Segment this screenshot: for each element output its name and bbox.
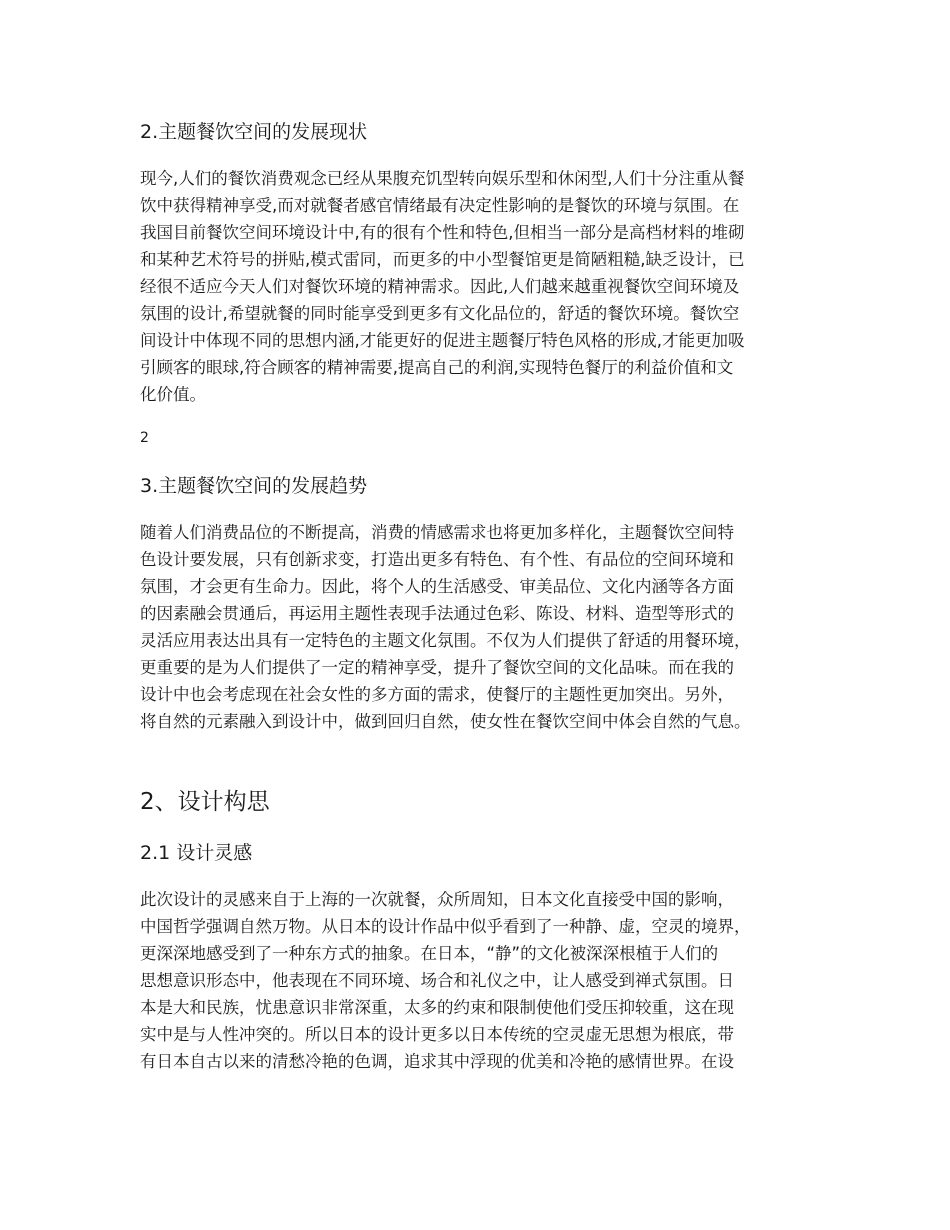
chapter-heading-design-concept: 2、设计构思 — [140, 789, 270, 815]
text-line: 间设计中体现不同的思想内涵,才能更好的促进主题餐厅特色风格的形成,才能更加吸 — [140, 331, 745, 350]
paragraph-design-inspiration — [140, 886, 812, 1075]
text-line: 色设计要发展，只有创新求变，打造出更多有特色、有个性、有品位的空间环境和 — [140, 550, 734, 569]
section-heading-design-inspiration: 2.1 设计灵感 — [140, 842, 253, 864]
text-line: 有日本自古以来的清愁冷艳的色调，追求其中浮现的优美和冷艳的感情世界。在设 — [140, 1052, 734, 1071]
text-line: 随着人们消费品位的不断提高，消费的情感需求也将更加多样化，主题餐饮空间特 — [140, 523, 734, 542]
text-line: 更深深地感受到了一种东方式的抽象。在日本，“静”的文化被深深根植于人们的 — [140, 944, 719, 963]
text-line: 化价值。 — [140, 385, 206, 404]
text-line: 思想意识形态中，他表现在不同环境、场合和礼仪之中，让人感受到禅式氛围。日 — [140, 971, 734, 990]
text-line: 经很不适应今天人们对餐饮环境的精神需求。因此,人们越来越重视餐饮空间环境及 — [140, 277, 740, 296]
section-heading-development-status: 2.主题餐饮空间的发展现状 — [140, 121, 368, 143]
text-line: 和某种艺术符号的拼贴,模式雷同，而更多的中小型餐馆更是简陋粗糙,缺乏设计，已 — [140, 250, 745, 269]
paragraph-development-status — [140, 165, 812, 408]
text-line: 此次设计的灵感来自于上海的一次就餐，众所周知，日本文化直接受中国的影响， — [140, 890, 734, 909]
text-line: 灵活应用表达出具有一定特色的主题文化氛围。不仅为人们提供了舒适的用餐环境， — [140, 631, 751, 650]
text-line: 引顾客的眼球,符合顾客的精神需要,提高自己的利润,实现特色餐厅的利益价值和文 — [140, 358, 734, 377]
text-line: 氛围的设计,希望就餐的同时能享受到更多有文化品位的，舒适的餐饮环境。餐饮空 — [140, 304, 740, 323]
text-line: 设计中也会考虑现在社会女性的多方面的需求，使餐厅的主题性更加突出。另外， — [140, 685, 734, 704]
text-line: 更重要的是为人们提供了一定的精神享受，提升了餐饮空间的文化品味。而在我的 — [140, 658, 734, 677]
text-line: 实中是与人性冲突的。所以日本的设计更多以日本传统的空灵虚无思想为根底，带 — [140, 1025, 734, 1044]
text-line: 我国目前餐饮空间环境设计中,有的很有个性和特色,但相当一部分是高档材料的堆砌 — [140, 223, 745, 242]
text-line: 氛围，才会更有生命力。因此，将个人的生活感受、审美品位、文化内涵等各方面 — [140, 577, 734, 596]
text-line: 中国哲学强调自然万物。从日本的设计作品中似乎看到了一种静、虚，空灵的境界， — [140, 917, 751, 936]
text-line: 本是大和民族，忧患意识非常深重，太多的约束和限制使他们受压抑较重，这在现 — [140, 998, 734, 1017]
text-line: 现今,人们的餐饮消费观念已经从果腹充饥型转向娱乐型和休闲型,人们十分注重从餐 — [140, 169, 745, 188]
paragraph-development-trend — [140, 519, 812, 735]
text-line: 饮中获得精神享受,而对就餐者感官情绪最有决定性影响的是餐饮的环境与氛围。在 — [140, 196, 740, 215]
section-heading-development-trend: 3.主题餐饮空间的发展趋势 — [140, 475, 368, 497]
text-line: 的因素融会贯通后，再运用主题性表现手法通过色彩、陈设、材料、造型等形式的 — [140, 604, 734, 623]
text-line: 将自然的元素融入到设计中，做到回归自然，使女性在餐饮空间中体会自然的气息。 — [140, 712, 751, 731]
page-number: 2 — [140, 430, 149, 446]
